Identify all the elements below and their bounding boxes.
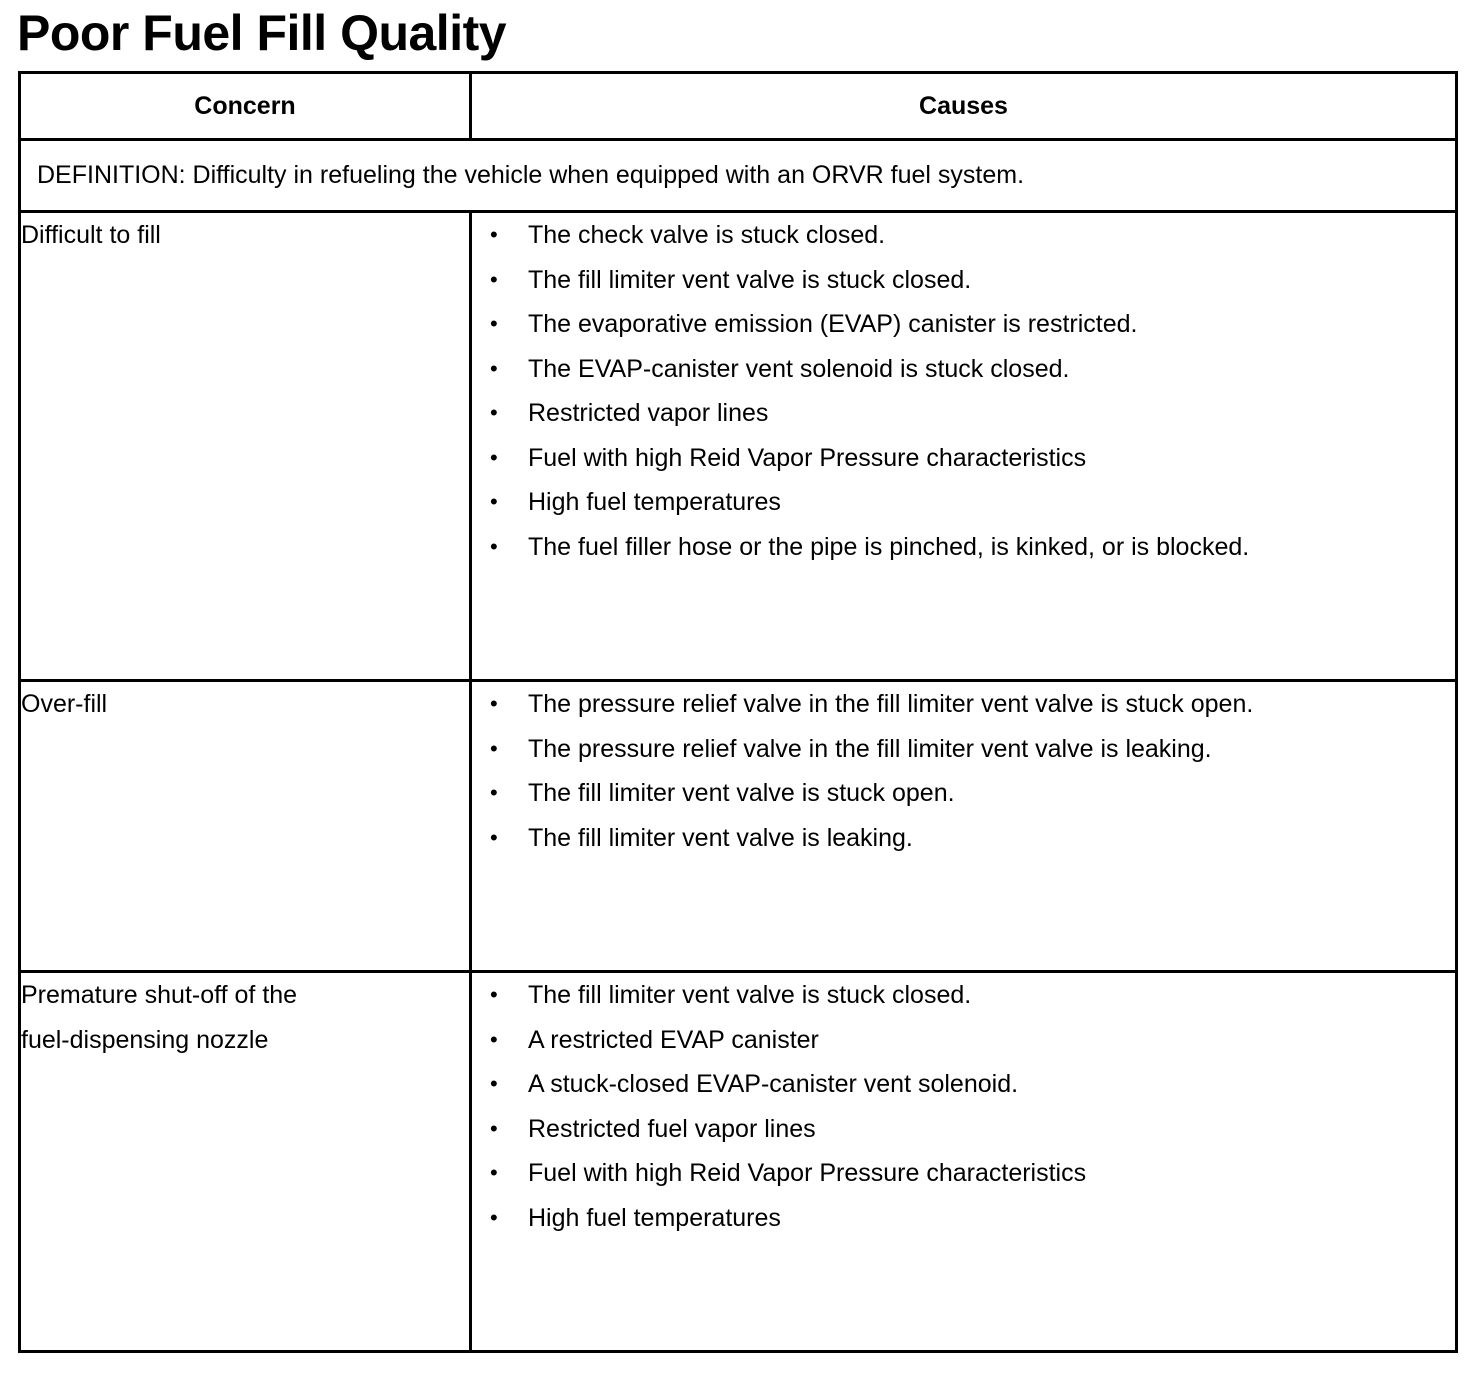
- table-row: [20, 681, 1457, 972]
- cause-text: Fuel with high Reid Vapor Pressure characteristics: [528, 1159, 1087, 1187]
- list-item: [472, 771, 1455, 816]
- list-item: [472, 816, 1455, 861]
- bullet-icon: •: [490, 824, 498, 850]
- cause-text: The EVAP-canister vent solenoid is stuck closed.: [528, 354, 1070, 383]
- list-item: [472, 525, 1455, 570]
- table-row: [20, 972, 1457, 1352]
- concern-text: Over-fill: [21, 690, 108, 718]
- concern-header: Concern: [20, 73, 471, 140]
- bullet-icon: •: [490, 691, 498, 716]
- list-item: [472, 1107, 1455, 1152]
- bullet-icon: •: [490, 355, 498, 381]
- causes-cell: [471, 681, 1457, 972]
- concern-text: Premature shut-off of the: [21, 981, 298, 1009]
- bullet-icon: •: [490, 266, 498, 292]
- causes-header: Causes: [471, 73, 1457, 140]
- list-item: [472, 213, 1455, 258]
- cause-text: The pressure relief valve in the fill limiter vent valve is stuck open.: [528, 690, 1254, 718]
- bullet-icon: •: [490, 222, 498, 247]
- bullet-icon: •: [490, 1026, 498, 1052]
- bullet-icon: •: [490, 1071, 498, 1096]
- definition-row: [20, 140, 1457, 212]
- list-item: [472, 682, 1455, 727]
- list-item: [472, 973, 1455, 1018]
- cause-text: High fuel temperatures: [528, 1203, 781, 1232]
- cause-text: Fuel with high Reid Vapor Pressure characteristics: [528, 443, 1087, 472]
- header-row: [20, 73, 1457, 140]
- list-item: [472, 1062, 1455, 1107]
- bullet-icon: •: [490, 1115, 498, 1141]
- table-row: [20, 212, 1457, 681]
- concern-cell: [20, 681, 471, 972]
- cause-text: The fill limiter vent valve is leaking.: [528, 823, 913, 852]
- bullet-icon: •: [490, 489, 498, 514]
- concern-text: Difficult to fill: [21, 221, 161, 249]
- cause-text: Restricted fuel vapor lines: [528, 1114, 816, 1143]
- list-item: [472, 1018, 1455, 1063]
- cause-text: A stuck-closed EVAP-canister vent solenoid.: [528, 1070, 1019, 1098]
- cause-text: The pressure relief valve in the fill limiter vent valve is leaking.: [528, 734, 1212, 763]
- cause-text: The evaporative emission (EVAP) canister is restricted.: [528, 310, 1138, 338]
- cause-text: High fuel temperatures: [528, 488, 781, 516]
- list-item: [472, 347, 1455, 392]
- bullet-icon: •: [490, 1204, 498, 1230]
- cause-text: Restricted vapor lines: [528, 399, 769, 427]
- bullet-icon: •: [490, 400, 498, 425]
- bullet-icon: •: [490, 533, 498, 559]
- list-item: [472, 436, 1455, 481]
- list-item: [472, 1196, 1455, 1241]
- list-item: [472, 258, 1455, 303]
- bullet-icon: •: [490, 780, 498, 805]
- cause-text: The fill limiter vent valve is stuck closed.: [528, 981, 972, 1009]
- list-item: [472, 727, 1455, 772]
- cause-text: The fill limiter vent valve is stuck closed.: [528, 265, 972, 294]
- diagnostic-table: [18, 71, 1458, 1353]
- causes-cell: [471, 972, 1457, 1352]
- bullet-icon: •: [490, 1160, 498, 1185]
- bullet-icon: •: [490, 444, 498, 470]
- list-item: [472, 1151, 1455, 1196]
- definition-text: DEFINITION: Difficulty in refueling the vehicle when equipped with an ORVR fuel system.: [20, 140, 1457, 212]
- bullet-icon: •: [490, 982, 498, 1007]
- concern-cell: [20, 212, 471, 681]
- concern-cell: [20, 972, 471, 1352]
- cause-text: The fuel filler hose or the pipe is pinched, is kinked, or is blocked.: [528, 532, 1250, 561]
- list-item: [472, 391, 1455, 436]
- cause-text: A restricted EVAP canister: [528, 1025, 819, 1054]
- list-item: [472, 302, 1455, 347]
- cause-text: The check valve is stuck closed.: [528, 221, 886, 249]
- cause-text: The fill limiter vent valve is stuck open.: [528, 779, 955, 807]
- bullet-icon: •: [490, 311, 498, 336]
- causes-cell: [471, 212, 1457, 681]
- bullet-icon: •: [490, 735, 498, 761]
- concern-text: fuel-dispensing nozzle: [21, 1026, 269, 1054]
- list-item: [472, 480, 1455, 525]
- page-title: Poor Fuel Fill Quality: [17, 5, 507, 61]
